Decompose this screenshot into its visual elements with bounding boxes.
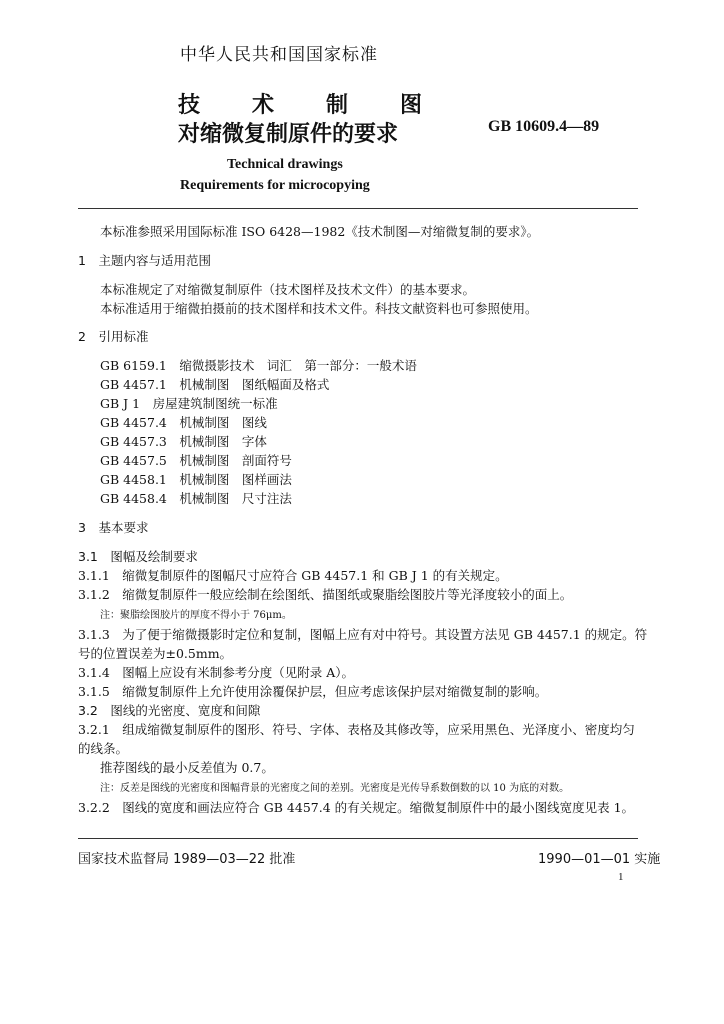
standard-number: GB 10609.4—89: [488, 118, 600, 135]
approval-note: 国家技术监督局 1989—03—22 批准: [78, 852, 296, 867]
page-number: 1: [618, 871, 624, 883]
clause-3-1-2: 3.1.2 缩微复制原件一般应绘制在绘图纸、描图纸或聚脂绘图胶片等光泽度较小的面上。: [78, 587, 573, 602]
reference-item: GB 4458.1 机械制图 图样画法: [100, 472, 292, 487]
effective-date: 1990—01—01 实施: [538, 852, 661, 867]
note-1: 注：聚脂绘图胶片的厚度不得小于 76μm。: [100, 610, 292, 621]
section-3-heading: 3 基本要求: [78, 520, 149, 535]
title-line-2: 对缩微复制原件的要求: [178, 122, 399, 147]
clause-3-1-5: 3.1.5 缩微复制原件上允许使用涂覆保护层，但应考虑该保护层对缩微复制的影响。: [78, 684, 548, 699]
clause-3-2-2: 3.2.2 图线的宽度和画法应符合 GB 4457.4 的有关规定。缩微复制原件中的最小图线宽度见表 1。: [78, 800, 635, 815]
reference-item: GB 4457.5 机械制图 剖面符号: [100, 453, 292, 468]
header-divider: [78, 208, 638, 209]
english-title-2: Requirements for microcopying: [180, 178, 370, 193]
english-title-1: Technical drawings: [227, 157, 343, 172]
reference-item: GB 4457.4 机械制图 图线: [100, 415, 267, 430]
clause-3-1-3-line-2: 号的位置误差为±0.5mm。: [78, 646, 233, 661]
reference-item: GB J 1 房屋建筑制图统一标准: [100, 396, 278, 411]
clause-3-1-4: 3.1.4 图幅上应设有米制参考分度（见附录 A）。: [78, 665, 355, 680]
clause-3-2-1-line-3: 推荐图线的最小反差值为 0.7。: [100, 760, 274, 775]
clause-3-2-heading: 3.2 图线的光密度、宽度和间隙: [78, 703, 261, 718]
note-2: 注：反差是图线的光密度和图幅背景的光密度之间的差别。光密度是光传导系数倒数的以 10 为底的对数。: [100, 783, 570, 794]
reference-item: GB 4458.4 机械制图 尺寸注法: [100, 491, 292, 506]
footer-divider: [78, 838, 638, 839]
section-1-paragraph-2: 本标准适用于缩微拍摄前的技术图样和技术文件。科技文献资料也可参照使用。: [100, 301, 538, 316]
reference-item: GB 4457.1 机械制图 图纸幅面及格式: [100, 377, 330, 392]
section-2-heading: 2 引用标准: [78, 329, 149, 344]
clause-3-2-1-line-2: 的线条。: [78, 741, 129, 756]
clause-3-2-1-line-1: 3.2.1 组成缩微复制原件的图形、符号、字体、表格及其修改等，应采用黑色、光泽度小、密度均匀: [78, 722, 635, 737]
reference-item: GB 4457.3 机械制图 字体: [100, 434, 267, 449]
standard-category: 中华人民共和国国家标准: [180, 45, 378, 65]
clause-3-1-3-line-1: 3.1.3 为了便于缩微摄影时定位和复制，图幅上应有对中符号。其设置方法见 GB 4457.1 的规定。符: [78, 627, 648, 642]
clause-3-1-heading: 3.1 图幅及绘制要求: [78, 549, 198, 564]
title-line-1: 技术制图: [178, 93, 475, 118]
clause-3-1-1: 3.1.1 缩微复制原件的图幅尺寸应符合 GB 4457.1 和 GB J 1 的有关规定。: [78, 568, 508, 583]
reference-item: GB 6159.1 缩微摄影技术 词汇 第一部分：一般术语: [100, 358, 417, 373]
section-1-paragraph-1: 本标准规定了对缩微复制原件（技术图样及技术文件）的基本要求。: [100, 282, 476, 297]
section-1-heading: 1 主题内容与适用范围: [78, 253, 211, 268]
intro-paragraph: 本标准参照采用国际标准 ISO 6428—1982《技术制图—对缩微复制的要求》。: [100, 224, 540, 239]
